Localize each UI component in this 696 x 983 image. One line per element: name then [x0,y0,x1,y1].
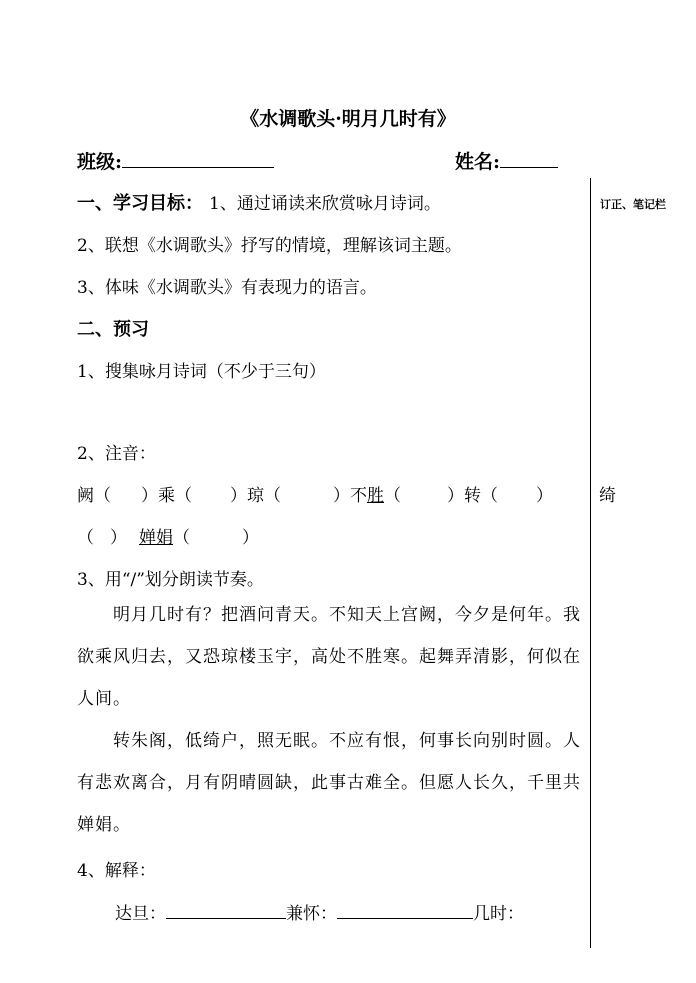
task-4: 4、解释： [77,861,156,881]
class-blank[interactable] [122,166,274,168]
notes-column-divider [590,178,591,948]
class-field [77,147,274,174]
char-qi: 绮 [599,486,616,506]
char-zhuan: ）转（ [447,486,498,506]
definitions-row [115,899,524,924]
def-dadan-label: 达旦： [115,904,166,924]
notes-column-label: 订正、笔记栏 [600,198,666,211]
preview-heading: 二、预习 [77,319,149,340]
goal-3: 3、体味《水调歌头》有表现力的语言。 [77,278,377,298]
page-title: 《水调歌头·明月几时有》 [240,108,456,130]
goals-heading: 一、学习目标： [77,193,203,214]
char-que: 阙（ [77,486,111,506]
paren-zhuan-close: ） [536,486,553,506]
char-cheng: ）乘（ [141,486,192,506]
phonetics-row-2 [77,523,259,548]
paren-qi-close: ） [110,528,127,548]
task-2: 2、注音： [77,444,156,464]
goal-2: 2、联想《水调歌头》抒写的情境，理解该词主题。 [77,236,462,256]
char-bu: ）不 [333,486,367,506]
name-field [455,147,558,174]
task-3: 3、用“/”划分朗读节奏。 [77,570,264,590]
paren-qi-open: （ [77,528,94,548]
goal-1: 1、通过诵读来欣赏咏月诗词。 [209,194,441,214]
phonetics-row-1 [77,481,553,506]
def-dadan-blank[interactable] [166,917,286,919]
class-label: 班级: [77,151,123,173]
word-chanjuan: 婵娟 [139,528,173,548]
paren-chanjuan-open: （ [173,528,190,548]
poem-stanza-1: 明月几时有？把酒问青天。不知天上宫阙，今夕是何年。我欲乘风归去，又恐琼楼玉宇，高处不胜寒。起舞弄清影，何似在人间。 [77,605,581,709]
task-1: 1、搜集咏月诗词（不少于三句） [77,362,326,382]
paren-sheng-open: （ [384,486,401,506]
goals-line [77,189,441,215]
poem-stanza-2: 转朱阁，低绮户，照无眠。不应有恨，何事长向别时圆。人有悲欢离合，月有阴晴圆缺，此事古难全。但愿人长久，千里共婵娟。 [77,731,581,835]
name-label: 姓名: [455,151,501,173]
def-jishi-label: 几时： [473,904,524,924]
name-blank[interactable] [500,166,558,168]
paren-chanjuan-close: ） [242,528,259,548]
char-qiong: ）琼（ [230,486,281,506]
char-sheng: 胜 [367,486,384,506]
def-jianhuai-blank[interactable] [337,917,473,919]
def-jianhuai-label: 兼怀： [286,904,337,924]
